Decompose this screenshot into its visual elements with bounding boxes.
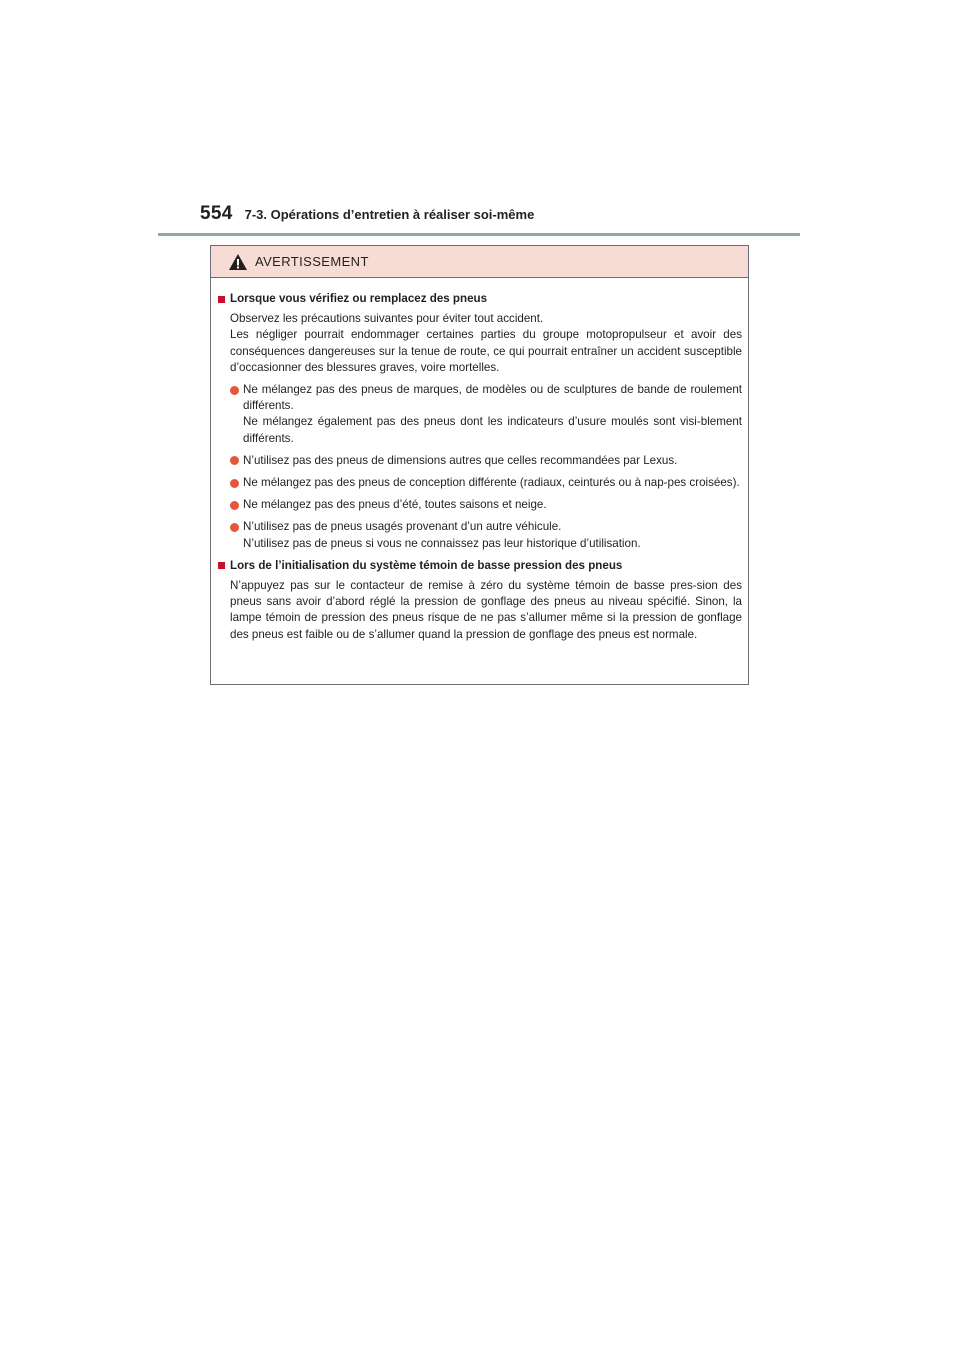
bullet-text: Ne mélangez pas des pneus d’été, toutes saisons et neige.: [243, 498, 547, 512]
round-bullet-icon: [230, 386, 239, 395]
warning-header: [211, 246, 748, 278]
warning-triangle-icon: [228, 253, 248, 271]
page-header: [200, 203, 534, 225]
round-bullet-icon: [230, 479, 239, 488]
square-bullet-icon: [218, 296, 225, 303]
round-bullet-icon: [230, 501, 239, 510]
section-heading-text: Lorsque vous vérifiez ou remplacez des pneus: [230, 292, 488, 305]
bullet-text: N’utilisez pas des pneus de dimensions autres que celles recommandées par Lexus.: [243, 453, 678, 467]
warning-title: AVERTISSEMENT: [255, 254, 369, 269]
warning-box: [210, 245, 749, 685]
header-rule: [158, 233, 800, 236]
bullet-item: [218, 519, 742, 551]
bullet-item: [218, 475, 742, 491]
paragraph: Observez les précautions suivantes pour éviter tout accident.: [230, 312, 544, 326]
section-heading: [218, 558, 742, 574]
section-heading-text: Lors de l’initialisation du système témoin de basse pression des pneus: [230, 558, 623, 572]
bullet-text: Ne mélangez pas des pneus de marques, de modèles ou de sculptures de bande de roulement différents. Ne mélangez également pas des pneus dont les indicateurs d’usure moulés sont visi-blement différents.: [243, 383, 742, 445]
round-bullet-icon: [230, 523, 239, 532]
warning-content: [211, 278, 748, 643]
bullet-text: N’utilisez pas de pneus usagés provenant d’un autre véhicule. N’utilisez pas de pneus si vous ne connaissez pas leur historique d’utilisation.: [243, 520, 641, 550]
bullet-item: [218, 497, 742, 513]
page-number: 554: [200, 203, 233, 224]
round-bullet-icon: [230, 456, 239, 465]
paragraph: Les négliger pourrait endommager certaines parties du groupe motopropulseur et avoir des conséquences dangereuses sur la tenue de route, ce qui pourrait entraîner un accident susceptible d’occasionner des blessures graves, voire mortelles.: [230, 328, 742, 374]
section-heading: [218, 291, 742, 307]
square-bullet-icon: [218, 562, 225, 569]
section-title: 7-3. Opérations d’entretien à réaliser soi-même: [244, 207, 535, 222]
paragraph: N’appuyez pas sur le contacteur de remise à zéro du système témoin de basse pres-sion des pneus sans avoir d’abord réglé la pression de gonflage des pneus au niveau spécifié. Sinon, la lampe témoin de pression des pneus risque de ne pas s’allumer même si la pression de gonflage des pneus est faible ou de s’allumer quand la pression de gonflage des pneus est normale.: [230, 579, 742, 641]
bullet-text: Ne mélangez pas des pneus de conception différente (radiaux, ceinturés ou à nap-pes croisées).: [243, 476, 740, 490]
bullet-item: [218, 453, 742, 469]
bullet-item: [218, 382, 742, 447]
